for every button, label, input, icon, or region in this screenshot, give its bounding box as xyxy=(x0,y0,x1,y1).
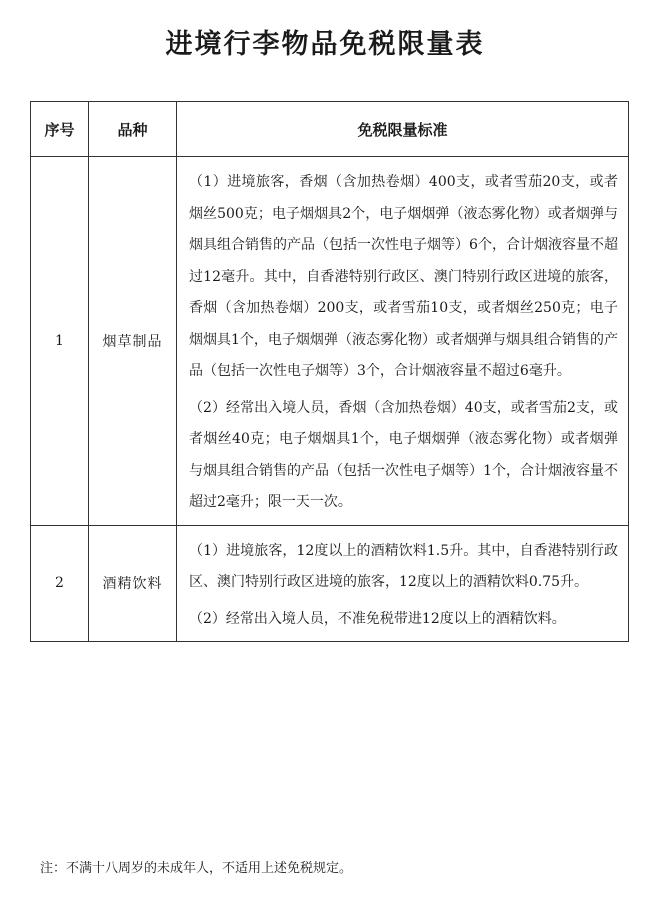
standard-paragraph: （2）经常出入境人员，不准免税带进12度以上的酒精饮料。 xyxy=(189,610,566,627)
allowance-table xyxy=(30,101,629,642)
row-category: 酒精饮料 xyxy=(89,525,177,642)
table-header-row xyxy=(31,102,629,157)
column-header-category: 品种 xyxy=(89,102,177,157)
standard-paragraph: （2）经常出入境人员，香烟（含加热卷烟）40支，或者雪茄2支，或者烟丝40克；电子烟烟具1个，电子烟烟弹（液态雾化物）或者烟弹与烟具组合销售的产品（包括一次性电子烟等）1个，合计烟液容量不超过2毫升；限一天一次。 xyxy=(189,399,618,510)
column-header-standard: 免税限量标准 xyxy=(177,102,629,157)
row-standard xyxy=(177,525,629,642)
row-index: 2 xyxy=(31,525,89,642)
row-category: 烟草制品 xyxy=(89,157,177,526)
standard-paragraph: （1）进境旅客，香烟（含加热卷烟）400支，或者雪茄20支，或者烟丝500克；电子烟烟具2个，电子烟烟弹（液态雾化物）或者烟弹与烟具组合销售的产品（包括一次性电子烟等）6个，合计烟液容量不超过12毫升。其中，自香港特别行政区、澳门特别行政区进境的旅客，香烟（含加热卷烟）200支，或者雪茄10支，或者烟丝250克；电子烟烟具1个，电子烟烟弹（液态雾化物）或者烟弹与烟具组合销售的产品（包括一次性电子烟等）3个，合计烟液容量不超过6毫升。 xyxy=(189,174,618,379)
row-standard xyxy=(177,157,629,526)
table-row xyxy=(31,157,629,526)
row-index: 1 xyxy=(31,157,89,526)
table-row xyxy=(31,525,629,642)
column-header-index: 序号 xyxy=(31,102,89,157)
footnote: 注：不满十八周岁的未成年人，不适用上述免税规定。 xyxy=(40,861,353,876)
standard-paragraph: （1）进境旅客，12度以上的酒精饮料1.5升。其中，自香港特别行政区、澳门特别行政区进境的旅客，12度以上的酒精饮料0.75升。 xyxy=(189,542,618,590)
page-title: 进境行李物品免税限量表 xyxy=(165,29,485,60)
